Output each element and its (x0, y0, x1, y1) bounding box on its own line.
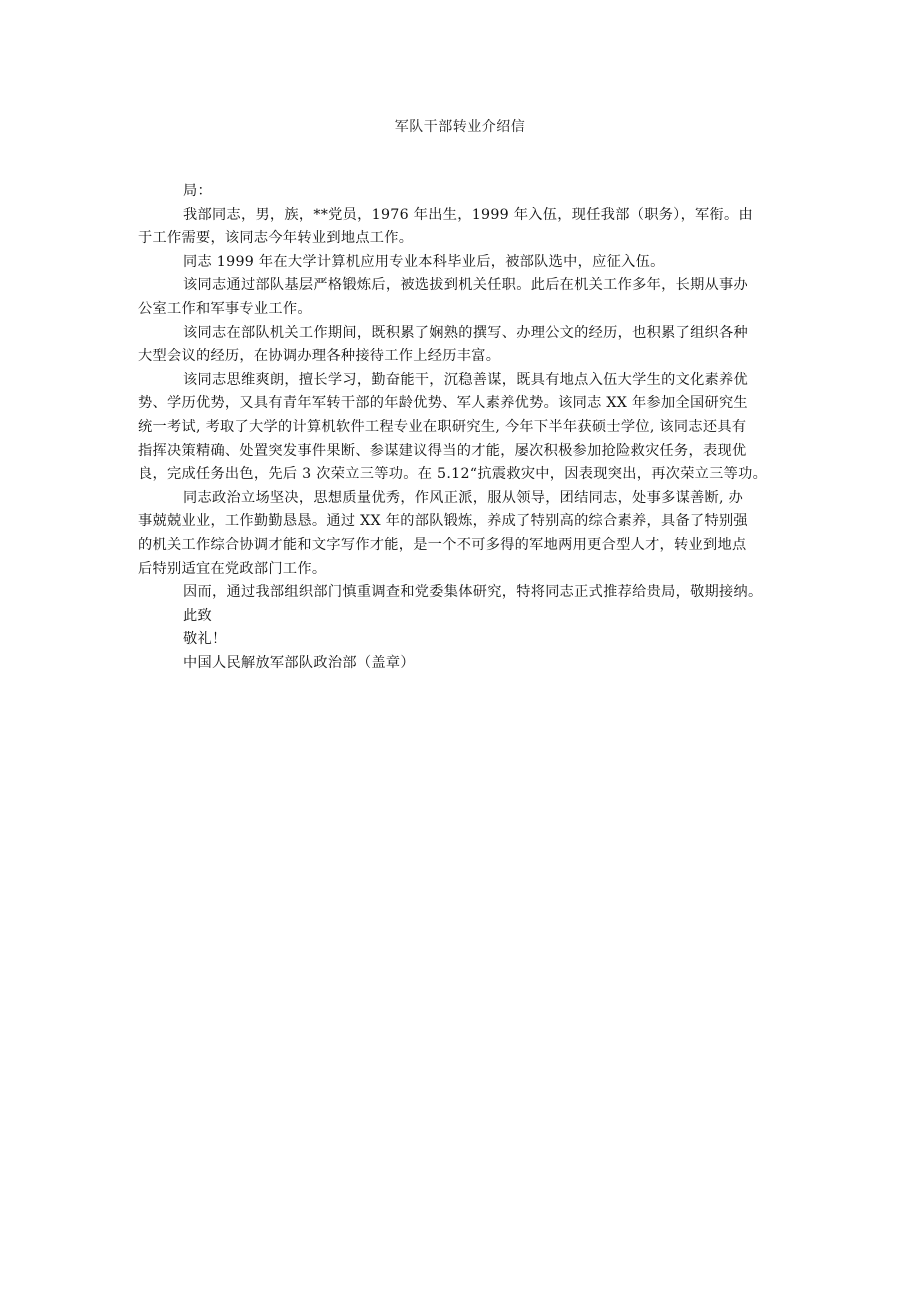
paragraph-line: 该同志在部队机关工作期间，既积累了娴熟的撰写、办理公文的经历，也积累了组织各种 (183, 324, 749, 341)
paragraph-line: 同志政治立场坚决，思想质量优秀，作风正派，服从领导，团结同志，处事多谋善断, 办 (183, 489, 744, 506)
paragraph-line: 事兢兢业业，工作勤勤恳恳。通过 XX 年的部队锻炼，养成了特别高的综合素养，具备了特别强 (138, 513, 748, 530)
paragraph-line: 于工作需要，该同志今年转业到地点工作。 (138, 230, 414, 247)
paragraph-line: 公室工作和军事专业工作。 (138, 300, 312, 317)
signature: 中国人民解放军部队政治部（盖章） (183, 654, 415, 671)
paragraph-line: 后特别适宜在党政部门工作。 (138, 560, 327, 577)
paragraph-line: 的机关工作综合协调才能和文字写作才能，是一个不可多得的军地两用更合型人才，转业到地点 (138, 536, 747, 553)
paragraph-line: 统一考试, 考取了大学的计算机软件工程专业在职研究生, 今年下半年获硕士学位, 该同志还具有 (138, 418, 747, 435)
salutation: 局： (183, 183, 212, 199)
closing-1: 此致 (183, 607, 212, 624)
paragraph-5 (138, 369, 790, 487)
paragraph-line: 势、学历优势，又具有青年军转干部的年龄优势、军人素养优势。该同志 XX 年参加全国研究生 (138, 395, 748, 412)
paragraph-line: 我部同志，男，族，**党员，1976 年出生，1999 年入伍，现任我部（职务），军衔。由 (183, 206, 754, 223)
document-title: 军队干部转业介绍信 (394, 119, 526, 135)
paragraph-2 (138, 251, 790, 275)
paragraph-6 (138, 487, 790, 581)
paragraph-line: 大型会议的经历，在协调办理各种接待工作上经历丰富。 (138, 348, 501, 365)
paragraph-7 (138, 581, 790, 605)
paragraph-1 (138, 204, 790, 251)
paragraph-4 (138, 322, 790, 369)
paragraph-line: 同志 1999 年在大学计算机应用专业本科毕业后，被部队选中，应征入伍。 (183, 253, 665, 270)
paragraph-3 (138, 274, 790, 321)
paragraph-line: 指挥决策精确、处置突发事件果断、参谋建议得当的才能，屡次积极参加抢险救灾任务，表现优 (138, 442, 747, 459)
paragraph-line: 该同志思维爽朗，擅长学习，勤奋能干，沉稳善谋，既具有地点入伍大学生的文化素养优 (183, 371, 749, 388)
paragraph-line: 良，完成任务出色，先后 3 次荣立三等功。在 5.12“抗震救灾中，因表现突出，再次荣立三等功。 (138, 466, 768, 483)
closing-2: 敬礼！ (183, 631, 227, 648)
letter-body (138, 180, 790, 675)
paragraph-line: 因而，通过我部组织部门慎重调查和党委集体研究，特将同志正式推荐给贵局，敬期接纳。 (183, 584, 763, 601)
paragraph-line: 该同志通过部队基层严格锻炼后，被选拔到机关任职。此后在机关工作多年，长期从事办 (183, 277, 749, 294)
